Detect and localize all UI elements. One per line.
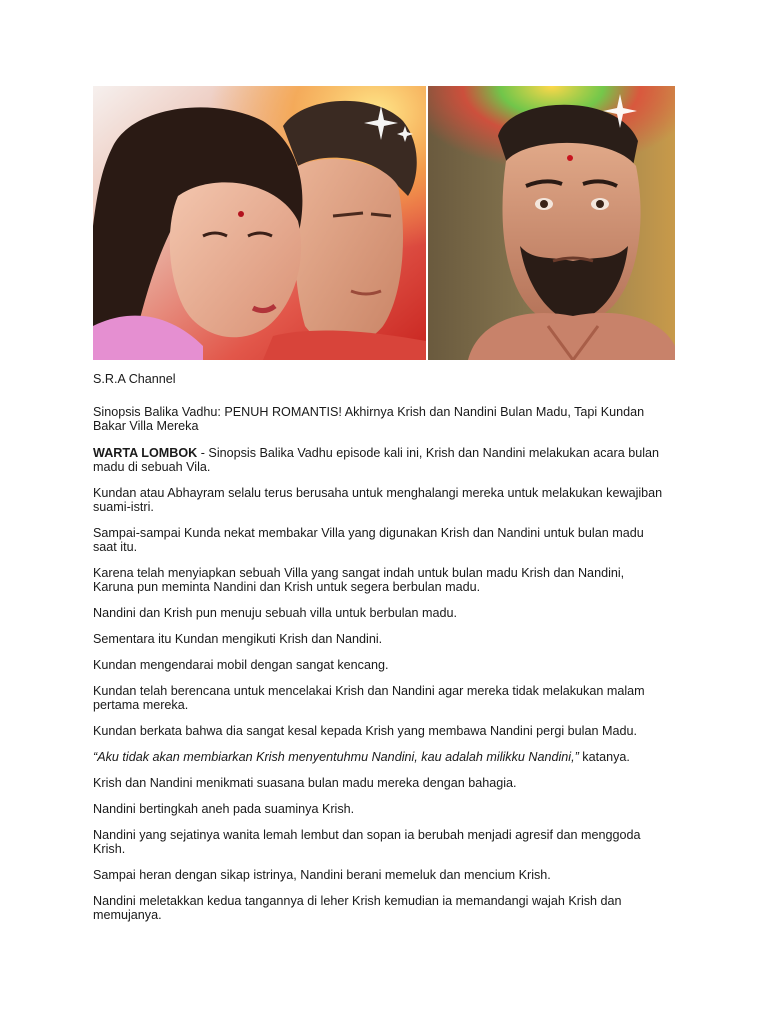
article-headline: Sinopsis Balika Vadhu: PENUH ROMANTIS! Akhirnya Krish dan Nandini Bulan Madu, Tapi Kundan Bakar Villa Mereka bbox=[93, 405, 645, 433]
paragraph: Kundan atau Abhayram selalu terus berusaha untuk menghalangi mereka untuk melakukan kewajiban suami-istri. bbox=[93, 486, 663, 514]
paragraph: Sementara itu Kundan mengikuti Krish dan Nandini. bbox=[93, 632, 383, 646]
quote-paragraph bbox=[93, 750, 668, 764]
paragraph: Kundan mengendarai mobil dengan sangat kencang. bbox=[93, 658, 389, 672]
quote-text: “Aku tidak akan membiarkan Krish menyentuhmu Nandini, kau adalah milikku Nandini,” bbox=[93, 750, 579, 764]
man-portrait-illustration bbox=[428, 86, 675, 360]
paragraph: Nandini dan Krish pun menuju sebuah villa untuk berbulan madu. bbox=[93, 606, 458, 620]
lead-text: - Sinopsis Balika Vadhu episode kali ini, Krish dan Nandini melakukan acara bulan madu di sebuah Vila. bbox=[93, 446, 660, 474]
paragraph: Sampai heran dengan sikap istrinya, Nandini berani memeluk dan mencium Krish. bbox=[93, 868, 551, 882]
header-photo bbox=[93, 86, 675, 360]
lead-source: WARTA LOMBOK bbox=[93, 446, 198, 460]
paragraph: Nandini bertingkah aneh pada suaminya Krish. bbox=[93, 802, 355, 816]
quote-suffix: katanya. bbox=[578, 750, 630, 764]
channel-name: S.R.A Channel bbox=[93, 372, 176, 386]
paragraph: Sampai-sampai Kunda nekat membakar Villa yang digunakan Krish dan Nandini untuk bulan madu saat itu. bbox=[93, 526, 644, 554]
paragraph: Nandini yang sejatinya wanita lemah lembut dan sopan ia berubah menjadi agresif dan menggoda Krish. bbox=[93, 828, 641, 856]
man-portrait-image bbox=[428, 86, 675, 360]
paragraph: Kundan berkata bahwa dia sangat kesal kepada Krish yang membawa Nandini pergi bulan Madu. bbox=[93, 724, 637, 738]
couple-embrace-illustration bbox=[93, 86, 426, 360]
couple-embrace-image bbox=[93, 86, 426, 360]
paragraph: Karena telah menyiapkan sebuah Villa yang sangat indah untuk bulan madu Krish dan Nandini, Karuna pun meminta Nandini dan Krish untuk segera berbulan madu. bbox=[93, 566, 625, 594]
lead-paragraph bbox=[93, 446, 668, 474]
paragraph: Nandini meletakkan kedua tangannya di leher Krish kemudian ia memandangi wajah Krish dan memujanya. bbox=[93, 894, 622, 922]
paragraph: Kundan telah berencana untuk mencelakai Krish dan Nandini agar mereka tidak melakukan malam pertama mereka. bbox=[93, 684, 645, 712]
paragraph: Krish dan Nandini menikmati suasana bulan madu mereka dengan bahagia. bbox=[93, 776, 517, 790]
article-body bbox=[93, 372, 668, 934]
